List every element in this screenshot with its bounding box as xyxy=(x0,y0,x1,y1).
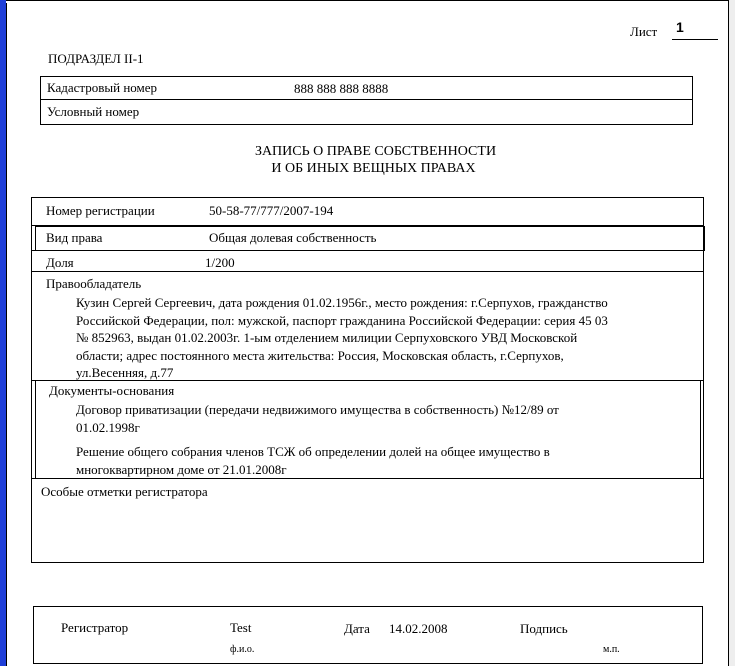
registrar-label: Регистратор xyxy=(61,620,129,635)
stamp-caption: м.п. xyxy=(603,644,620,655)
documents-label: Документы-основания xyxy=(49,383,175,398)
holder-line: № 852963, выдан 01.02.2003г. 1-ым отделением милиции Серпуховского УВД Московской xyxy=(76,330,578,345)
record-title xyxy=(0,143,735,177)
date-value: 14.02.2008 xyxy=(389,621,448,636)
page-top-edge xyxy=(6,0,728,3)
holder-details xyxy=(76,294,696,382)
sheet-number: 1 xyxy=(676,19,684,35)
document-2-line: многоквартирном доме от 21.01.2008г xyxy=(76,461,287,477)
signature-label: Подпись xyxy=(520,621,568,636)
fio-caption: ф.и.о. xyxy=(230,644,255,655)
holder-line: области; адрес постоянного места жительства: Россия, Московская область, г.Серпухов, xyxy=(76,347,564,363)
holder-line: Российской Федерации, пол: мужской, паспорт гражданина Российской Федерации: серия 45 03 xyxy=(76,312,608,328)
registrar-name: Test xyxy=(230,620,252,635)
vertical-scrollbar[interactable] xyxy=(728,0,735,666)
cadastral-number-value: 888 888 888 8888 xyxy=(294,81,389,96)
row-divider-2 xyxy=(31,250,704,251)
record-title-line-1: ЗАПИСЬ О ПРАВЕ СОБСТВЕННОСТИ xyxy=(254,144,497,159)
share-value: 1/200 xyxy=(205,255,235,270)
right-type-label: Вид права xyxy=(46,230,103,245)
document-1 xyxy=(76,401,696,436)
record-title-line-2: И ОБ ИНЫХ ВЕЩНЫХ ПРАВАХ xyxy=(271,161,476,176)
sheet-label: Лист xyxy=(630,24,658,39)
right-type-value: Общая долевая собственность xyxy=(209,230,377,245)
sheet-number-underline xyxy=(672,39,718,40)
document-2-line: Решение общего собрания членов ТСЖ об определении долей на общее имущество в xyxy=(76,444,550,459)
document-1-line: Договор приватизации (передачи недвижимого имущества в собственность) №12/89 от xyxy=(76,402,559,417)
inner-left-border xyxy=(35,380,36,479)
subsection-title: ПОДРАЗДЕЛ II-1 xyxy=(48,51,144,66)
holder-line: ул.Весенняя, д.77 xyxy=(76,365,174,380)
holder-line: Кузин Сергей Сергеевич, дата рождения 01.02.1956г., место рождения: г.Серпухов, гражданство xyxy=(76,295,608,310)
date-label: Дата xyxy=(344,621,370,636)
holder-label: Правообладатель xyxy=(46,276,142,291)
page-left-edge xyxy=(6,0,7,666)
cadastral-divider xyxy=(40,99,693,100)
row-divider-3 xyxy=(31,271,704,272)
registration-number-label: Номер регистрации xyxy=(46,203,155,218)
cadastral-number-label: Кадастровый номер xyxy=(47,80,158,95)
document-2 xyxy=(76,443,696,478)
share-label: Доля xyxy=(46,255,74,270)
registrar-notes-label: Особые отметки регистратора xyxy=(41,484,208,499)
row-divider-5 xyxy=(31,478,704,479)
conditional-number-label: Условный номер xyxy=(47,104,140,119)
registration-number-value: 50-58-77/777/2007-194 xyxy=(209,203,334,218)
inner-right-border xyxy=(700,380,701,479)
document-1-line: 01.02.1998г xyxy=(76,419,140,435)
